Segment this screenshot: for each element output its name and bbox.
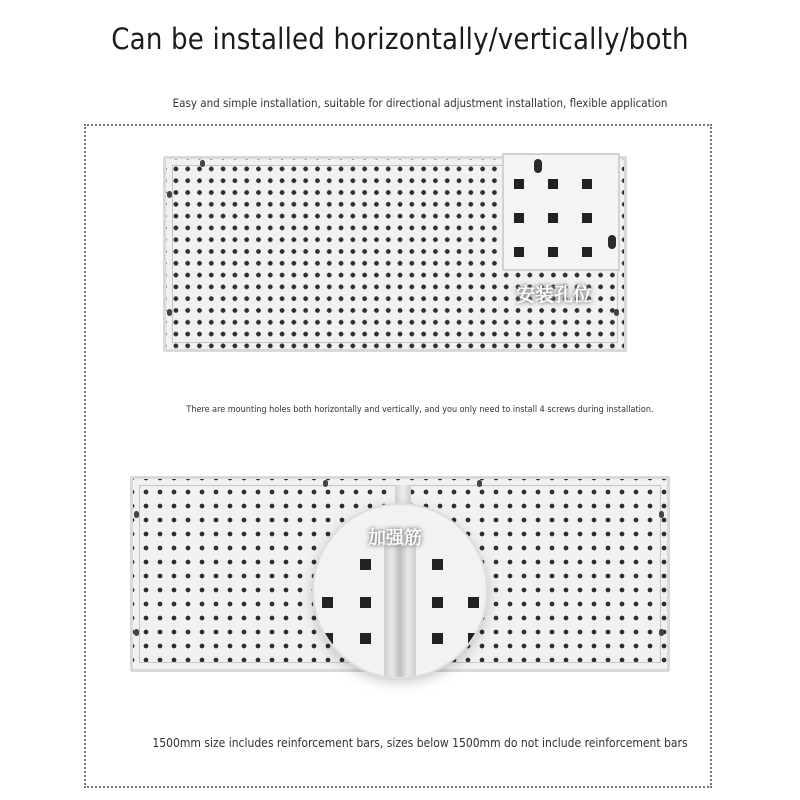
mount-hole-icon — [200, 160, 205, 167]
mount-hole-icon — [477, 480, 482, 487]
mount-hole-icon — [167, 309, 172, 316]
mounting-hole-detail-inset — [502, 153, 620, 271]
peg-hole — [468, 633, 479, 644]
peg-hole — [514, 213, 524, 223]
mount-hole-icon — [614, 309, 619, 316]
mount-hole-icon — [134, 629, 139, 636]
peg-hole — [582, 213, 592, 223]
page-subtitle: Easy and simple installation, suitable for directional adjustment installation, flexible application — [172, 96, 668, 110]
keyhole-icon — [608, 235, 616, 249]
peg-hole — [360, 559, 371, 570]
mount-hole-icon — [659, 511, 664, 518]
peg-hole — [360, 633, 371, 644]
peg-hole — [432, 633, 443, 644]
keyhole-icon — [534, 159, 542, 173]
mount-hole-icon — [659, 629, 664, 636]
peg-hole — [432, 597, 443, 608]
peg-hole — [548, 179, 558, 189]
peg-hole — [548, 213, 558, 223]
mounting-note: There are mounting holes both horizontally and vertically, and you only need to install 4 screws during installation. — [186, 405, 654, 415]
peg-hole — [582, 247, 592, 257]
peg-hole — [432, 559, 443, 570]
peg-hole — [582, 179, 592, 189]
reinforcement-rib — [384, 545, 416, 677]
peg-hole — [360, 597, 371, 608]
peg-hole — [322, 597, 333, 608]
mount-hole-icon — [323, 480, 328, 487]
peg-hole — [514, 247, 524, 257]
mount-hole-icon — [167, 191, 172, 198]
peg-hole — [322, 633, 333, 644]
reinforcement-note: 1500mm size includes reinforcement bars, sizes below 1500mm do not include reinforcement bars — [152, 736, 688, 750]
peg-hole — [468, 597, 479, 608]
reinforcement-label: 加强筋 — [368, 528, 422, 549]
mounting-hole-label: 安装孔位 — [516, 284, 593, 306]
mount-hole-icon — [134, 511, 139, 518]
peg-hole — [514, 179, 524, 189]
peg-hole — [548, 247, 558, 257]
page-title: Can be installed horizontally/vertically/both — [111, 22, 689, 56]
